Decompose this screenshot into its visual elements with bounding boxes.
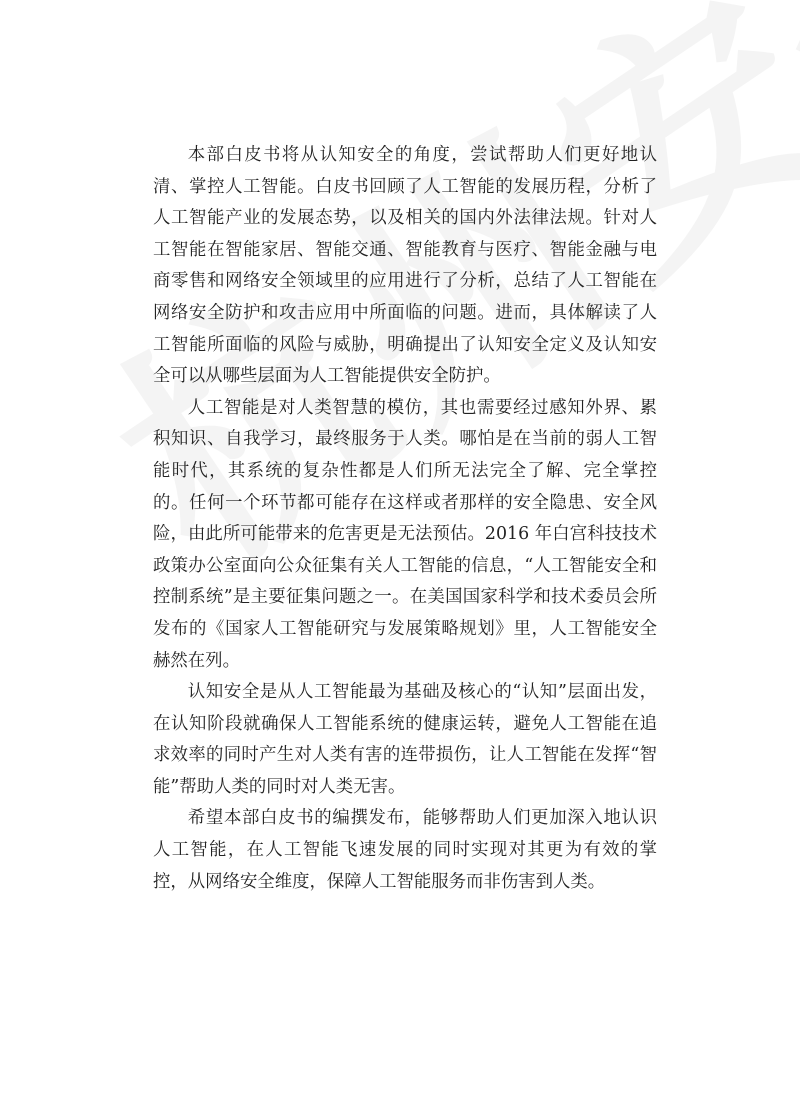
- body-text: [153, 140, 657, 898]
- paragraph-4: 希望本部白皮书的编撰发布，能够帮助人们更加深入地认识人工智能，在人工智能飞速发展的同时实现对其更为有效的掌控，从网络安全维度，保障人工智能服务而非伤害到人类。: [153, 808, 657, 892]
- paragraph-2: 人工智能是对人类智慧的模仿，其也需要经过感知外界、累积知识、自我学习，最终服务于人类。哪怕是在当前的弱人工智能时代，其系统的复杂性都是人们所无法完全了解、完全掌控的。任何一个环节都可能存在这样或者那样的安全隐患、安全风险，由此所可能带来的危害更是无法预估。2016 年白宫科技技术政策办公室面向公众征集有关人工智能的信息，“人工智能安全和控制系统”是主要征集问题之一。在美国国家科学和技术委员会所发布的《国家人工智能研究与发展策略规划》里，人工智能安全赫然在列。: [153, 397, 657, 671]
- paragraph-3: 认知安全是从人工智能最为基础及核心的“认知”层面出发，在认知阶段就确保人工智能系统的健康运转，避免人工智能在追求效率的同时产生对人类有害的连带损伤，让人工智能在发挥“智能”帮助人类的同时对人类无害。: [153, 682, 657, 797]
- paragraph-1: 本部白皮书将从认知安全的角度，尝试帮助人们更好地认清、掌控人工智能。白皮书回顾了人工智能的发展历程，分析了人工智能产业的发展态势，以及相关的国内外法律法规。针对人工智能在智能家居、智能交通、智能教育与医疗、智能金融与电商零售和网络安全领域里的应用进行了分析，总结了人工智能在网络安全防护和攻击应用中所面临的问题。进而，具体解读了人工智能所面临的风险与威胁，明确提出了认知安全定义及认知安全可以从哪些层面为人工智能提供安全防护。: [153, 145, 657, 387]
